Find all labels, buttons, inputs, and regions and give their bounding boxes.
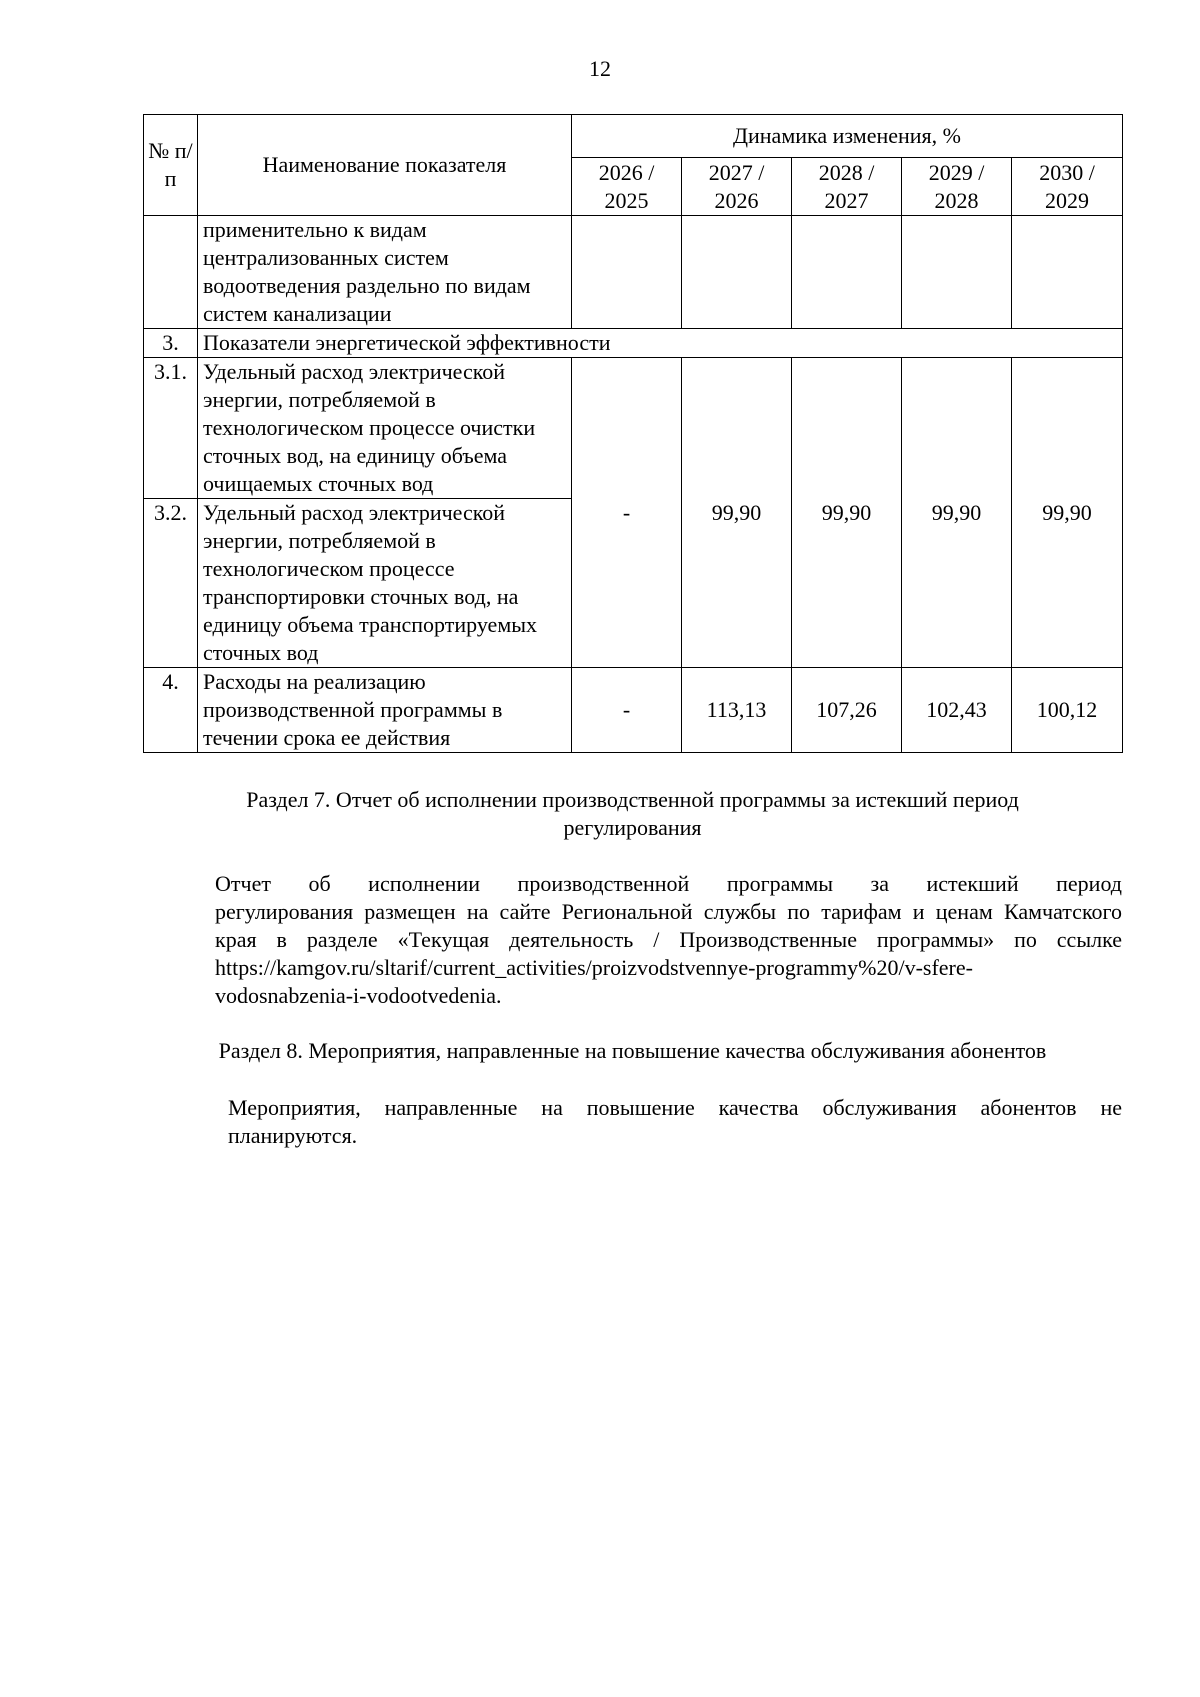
row-num: 3.1.	[144, 358, 198, 499]
value-2029-2028: 102,43	[902, 668, 1012, 753]
value-2028-2027: 107,26	[792, 668, 902, 753]
section-7-paragraph	[143, 870, 1122, 1010]
value-2030-2029: 100,12	[1012, 668, 1123, 753]
header-num: № п/п	[144, 115, 198, 216]
header-year-2: 2027 / 2026	[682, 158, 792, 216]
table-row-4	[144, 668, 1123, 753]
row-num: 4.	[144, 668, 198, 753]
value-2030-2029: 99,90	[1012, 358, 1123, 668]
value-2027-2026: 99,90	[682, 358, 792, 668]
table-row-3-1	[144, 358, 1123, 499]
row-name: применительно к видам централизованных систем водоотведения раздельно по видам систем канализации	[198, 216, 572, 329]
table-row-section-3	[144, 329, 1123, 358]
section-7-title	[143, 786, 1122, 842]
table-row-continuation	[144, 216, 1123, 329]
row-num	[144, 216, 198, 329]
row-num: 3.2.	[144, 499, 198, 668]
value-2026-2025: -	[572, 358, 682, 668]
header-year-5: 2030 / 2029	[1012, 158, 1123, 216]
header-dynamics: Динамика изменения, %	[572, 115, 1123, 158]
row-name: Удельный расход электрической энергии, потребляемой в технологическом процессе очистки сточных вод, на единицу объема очищаемых сточных вод	[198, 358, 572, 499]
section-7-title-line-1: Раздел 7. Отчет об исполнении производственной программы за истекший период	[246, 787, 1019, 812]
value-2027-2026: 113,13	[682, 668, 792, 753]
section-8-paragraph	[143, 1094, 1122, 1150]
section-heading: Показатели энергетической эффективности	[198, 329, 1123, 358]
section-8-title: Раздел 8. Мероприятия, направленные на повышение качества обслуживания абонентов	[218, 1038, 1047, 1063]
header-name: Наименование показателя	[198, 115, 572, 216]
paragraph-line: планируются.	[228, 1123, 358, 1148]
paragraph-line: регулирования размещен на сайте Региональной службы по тарифам и ценам Камчатского	[215, 899, 1122, 924]
row-name: Удельный расход электрической энергии, потребляемой в технологическом процессе транспортировки сточных вод, на единицу объема транспортируемых сточных вод	[198, 499, 572, 668]
header-year-3: 2028 / 2027	[792, 158, 902, 216]
paragraph-line: края в разделе «Текущая деятельность / Производственные программы» по ссылке	[215, 927, 1122, 952]
header-year-4: 2029 / 2028	[902, 158, 1012, 216]
section-7-title-line-2: регулирования	[563, 815, 702, 840]
paragraph-link: https://kamgov.ru/sltarif/current_activities/proizvodstvennye-programmy%20/v-sfere-	[215, 955, 973, 980]
value-2026-2025: -	[572, 668, 682, 753]
row-name: Расходы на реализацию производственной программы в течении срока ее действия	[198, 668, 572, 753]
header-year-1: 2026 / 2025	[572, 158, 682, 216]
paragraph-line: Отчет об исполнении производственной программы за истекший период	[215, 871, 1122, 896]
paragraph-link-end: vodosnabzenia-i-vodootvedenia.	[215, 983, 502, 1008]
paragraph-line: Мероприятия, направленные на повышение качества обслуживания абонентов не	[228, 1095, 1122, 1120]
row-num: 3.	[144, 329, 198, 358]
value-2029-2028: 99,90	[902, 358, 1012, 668]
indicators-table	[143, 114, 1123, 753]
value-2028-2027: 99,90	[792, 358, 902, 668]
page-number: 12	[589, 56, 611, 81]
